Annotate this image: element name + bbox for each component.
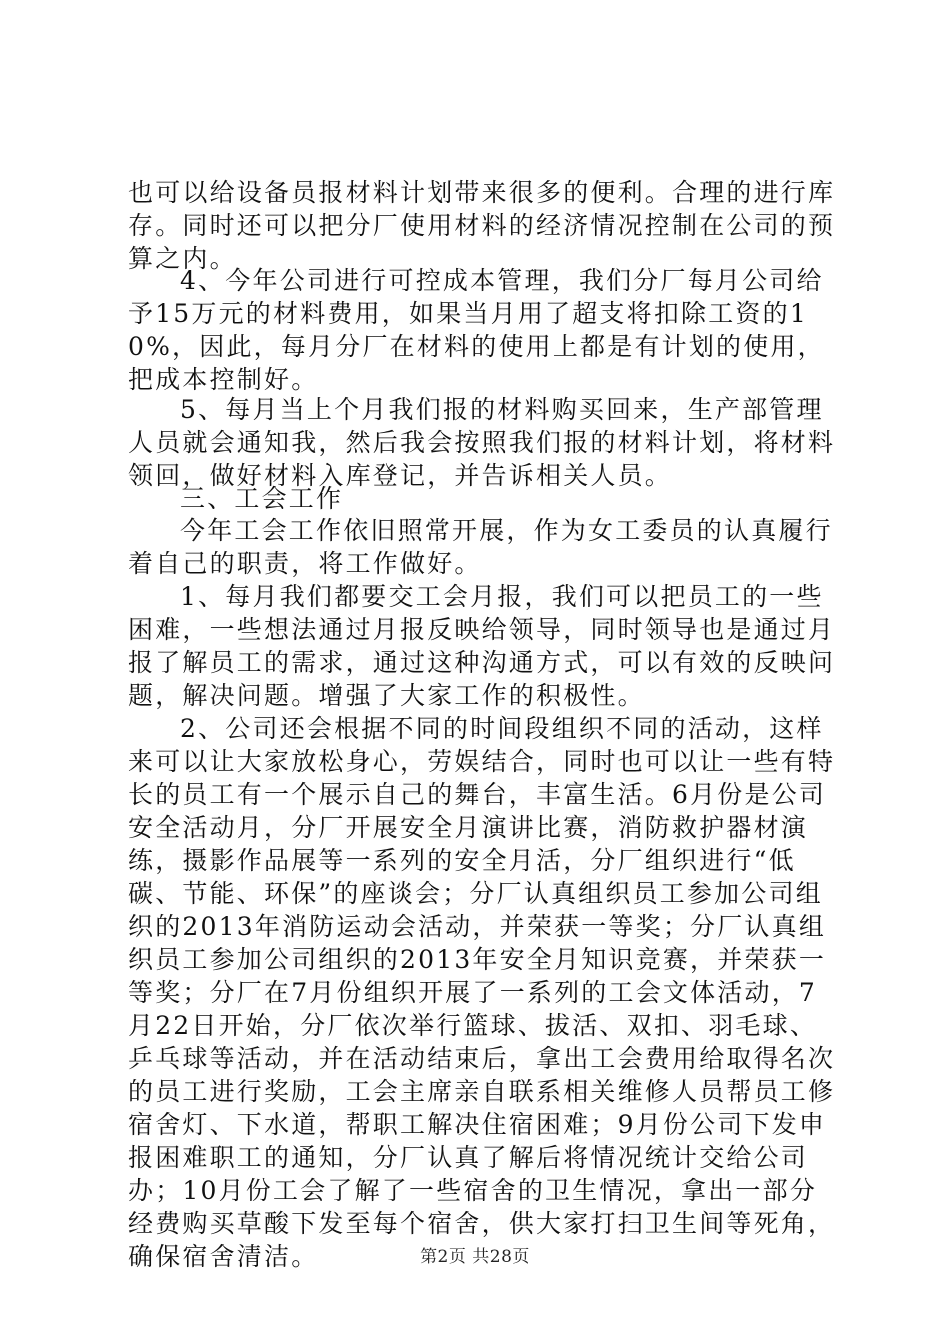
paragraph-intro: 今年工会工作依旧照常开展，作为女工委员的认真履行着自己的职责，将工作做好。: [128, 516, 833, 578]
paragraph-item-4: 4、今年公司进行可控成本管理，我们分厂每月公司给予15万元的材料费用，如果当月用了超支将扣除工资的10%，因此，每月分厂在材料的使用上都是有计划的使用，把成本控制好。: [128, 266, 825, 394]
paragraph-item-5: 5、每月当上个月我们报的材料购买回来，生产部管理人员就会通知我，然后我会按照我们报的材料计划，将材料领回，做好材料入库登记，并告诉相关人员。: [128, 395, 836, 490]
page-footer: 第2页 共28页: [420, 1247, 530, 1267]
paragraph-item-1: 1、每月我们都要交工会月报，我们可以把员工的一些困难，一些想法通过月报反映给领导，同时领导也是通过月报了解员工的需求，通过这种沟通方式，可以有效的反映问题，解决问题。增强了大家工作的积极性。: [128, 582, 836, 710]
section-heading: 三、工会工作: [180, 484, 344, 513]
paragraph-continuation: 也可以给设备员报材料计划带来很多的便利。合理的进行库存。同时还可以把分厂使用材料的经济情况控制在公司的预算之内。: [128, 178, 836, 273]
paragraph-item-2: 2、公司还会根据不同的时间段组织不同的活动，这样来可以让大家放松身心，劳娱结合，同时也可以让一些有特长的员工有一个展示自己的舞台，丰富生活。6月份是公司安全活动月，分厂开展安全月演讲比赛，消防救护器材演练，摄影作品展等一系列的安全月活，分厂组织进行“低碳、节能、环保”的座谈会；分厂认真组织员工参加公司组织的2013年消防运动会活动，并荣获一等奖；分厂认真组织员工参加公司组织的2013年安全月知识竞赛，并荣获一等奖；分厂在7月份组织开展了一系列的工会文体活动，7月22日开始，分厂依次举行篮球、拔活、双扣、羽毛球、乒乓球等活动，并在活动结束后，拿出工会费用给取得名次的员工进行奖励，工会主席亲自联系相关维修人员帮员工修宿舍灯、下水道，帮职工解决住宿困难；9月份公司下发申报困难职工的通知，分厂认真了解后将情况统计交给公司办；10月份工会了解了一些宿舍的卫生情况，拿出一部分经费购买草酸下发至每个宿舍，供大家打扫卫生间等死角，确保宿舍清洁。: [128, 714, 836, 1271]
